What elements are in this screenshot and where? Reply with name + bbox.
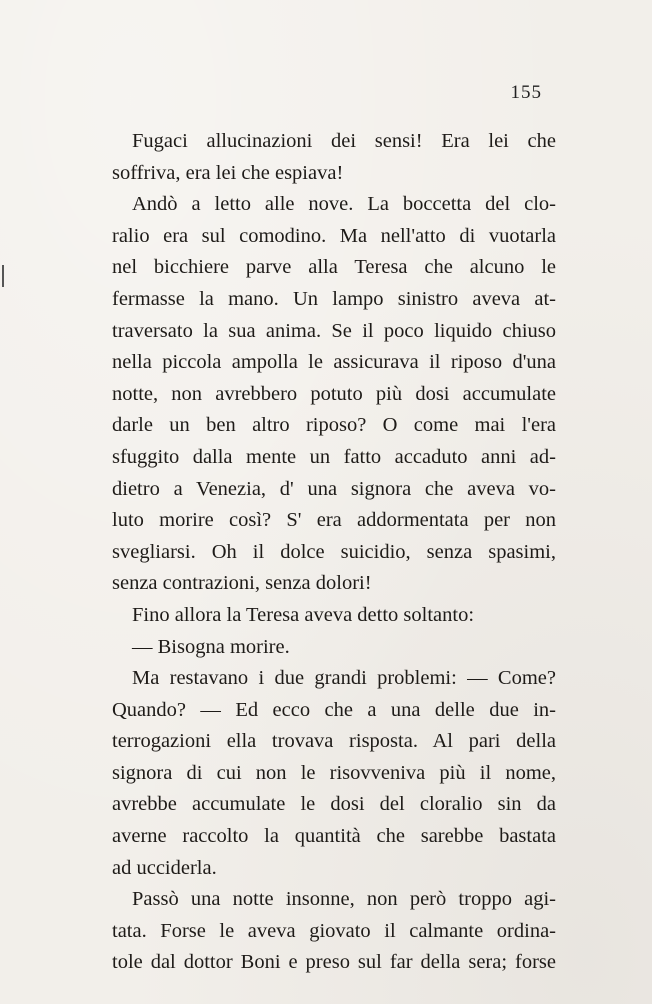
text-line: Passò una notte insonne, non però troppo agi- [132, 888, 556, 911]
text-line: ralio era sul comodino. Ma nell'atto di vuotarla [112, 224, 556, 247]
text-line: luto morire così? S' era addormentata per non [112, 509, 556, 532]
text-line: traversato la sua anima. Se il poco liquido chiuso [112, 319, 556, 342]
text-line: terrogazioni ella trovava risposta. Al pari della [112, 730, 556, 753]
text-line: darle un ben altro riposo? O come mai l'era [112, 414, 556, 437]
text-line: ad ucciderla. [112, 856, 217, 879]
text-line: nel bicchiere parve alla Teresa che alcuno le [112, 256, 556, 279]
body-text [112, 126, 556, 979]
text-line: Fino allora la Teresa aveva detto soltanto: [132, 603, 475, 626]
text-line: — Bisogna morire. [132, 635, 290, 658]
page-edge-mark [2, 265, 4, 287]
text-line: avrebbe accumulate le dosi del cloralio sin da [112, 793, 556, 816]
text-line: fermasse la mano. Un lampo sinistro aveva at- [112, 287, 556, 310]
text-line: tole dal dottor Boni e preso sul far della sera; forse [112, 951, 556, 974]
text-line: Ma restavano i due grandi problemi: — Come? [132, 667, 556, 690]
text-line: svegliarsi. Oh il dolce suicidio, senza spasimi, [112, 540, 556, 563]
text-line: notte, non avrebbero potuto più dosi accumulate [112, 382, 556, 405]
text-line: dietro a Venezia, d' una signora che aveva vo- [112, 477, 556, 500]
text-line: signora di cui non le risovveniva più il nome, [112, 761, 556, 784]
text-line: sfuggito dalla mente un fatto accaduto anni ad- [112, 445, 556, 468]
text-line: Andò a letto alle nove. La boccetta del clo- [132, 193, 556, 216]
text-line: tata. Forse le aveva giovato il calmante ordina- [112, 919, 556, 942]
text-line: soffriva, era lei che espiava! [112, 161, 344, 184]
text-line: senza contrazioni, senza dolori! [112, 572, 372, 595]
text-line: Fugaci allucinazioni dei sensi! Era lei che [132, 130, 556, 152]
text-line: averne raccolto la quantità che sarebbe bastata [112, 825, 556, 848]
text-line: Quando? — Ed ecco che a una delle due in- [112, 698, 556, 721]
page-number: 155 [510, 82, 542, 103]
text-line: nella piccola ampolla le assicurava il riposo d'una [112, 351, 556, 374]
